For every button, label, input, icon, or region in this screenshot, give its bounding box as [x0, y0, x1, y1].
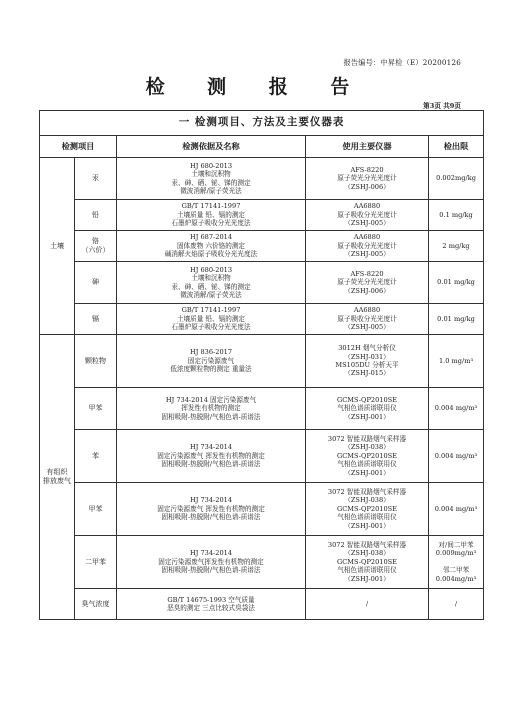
cell-line: 铬 — [92, 237, 99, 246]
item-cell — [75, 304, 117, 335]
table-row — [40, 430, 484, 483]
method-cell — [117, 388, 306, 430]
instrument-cell — [306, 158, 429, 200]
cell-line: GB/T 17141-1997 — [181, 202, 241, 211]
cell-line: 微波消解/原子荧光法 — [180, 290, 242, 299]
cell-line: （ZSHJ-038） — [344, 496, 390, 505]
cell-line: 汞、砷、硒、铋、锑的测定 — [171, 282, 251, 291]
limit-cell — [429, 231, 484, 262]
cell-line: 对/间二甲苯 — [438, 540, 474, 549]
cell-line: 汞 — [92, 174, 99, 183]
instrument-cell — [306, 262, 429, 304]
cell-line: 气相色谱质谱联用仪 — [337, 404, 397, 413]
cell-line — [430, 558, 482, 566]
cell-line: （ZSHJ-031） — [344, 352, 390, 361]
cell-line: 0.1 mg/kg — [439, 210, 473, 219]
table-row — [40, 231, 484, 262]
table-row — [40, 262, 484, 304]
cell-line: GCMS-QP2010SE — [336, 557, 397, 566]
cell-line: 土壤质量 铅、镉的测定 — [176, 210, 246, 219]
item-cell — [75, 231, 117, 262]
instrument-cell — [306, 483, 429, 536]
cell-line: 臭气浓度 — [81, 599, 110, 608]
cell-line: AA6880 — [353, 202, 381, 211]
method-cell — [117, 200, 306, 231]
limit-cell — [429, 483, 484, 536]
cell-line: GB/T 14675-1993 空气质量 — [167, 595, 255, 604]
cell-line: HJ 680-2013 — [189, 265, 233, 274]
cell-line: 0.004 mg/m³ — [434, 404, 478, 413]
cell-line: 0.002mg/kg — [436, 174, 476, 183]
cell-line: 排放废气 — [43, 477, 71, 485]
cell-line: GB/T 17141-1997 — [181, 306, 241, 315]
header-limit: 检出限 — [429, 136, 484, 158]
method-cell — [117, 304, 306, 335]
cell-line: 原子吸收分光光度计 — [337, 210, 397, 219]
item-cell — [75, 483, 117, 536]
table-row — [40, 335, 484, 388]
method-cell — [117, 158, 306, 200]
cell-line: （ZSHJ-006） — [344, 182, 390, 191]
instrument-cell — [306, 231, 429, 262]
cell-line: 恶臭的测定 三点比较式臭袋法 — [167, 604, 255, 612]
cell-line: GCMS-QP2010SE — [336, 451, 397, 460]
cell-line: 1.0 mg/m³ — [438, 356, 474, 365]
method-cell — [117, 231, 306, 262]
method-cell — [117, 589, 306, 620]
cell-line: 低浓度颗粒物的测定 重量法 — [170, 365, 252, 374]
cell-line: 3072 智能双路烟气采样器 — [327, 487, 407, 496]
cell-line: 碱消解火焰原子吸收分光光度法 — [164, 250, 258, 259]
cell-line: 甲苯 — [88, 504, 103, 513]
cell-line: 2 mg/kg — [442, 241, 470, 250]
group-name — [40, 158, 75, 335]
cell-line: HJ 687-2014 — [189, 233, 233, 242]
cell-line: （ZSHJ-015） — [344, 369, 390, 378]
cell-line: （ZSHJ-006） — [344, 286, 390, 295]
cell-line: MS105DU 分析天平 — [335, 361, 399, 369]
item-cell — [75, 388, 117, 430]
cell-line: （ZSHJ-038） — [344, 549, 390, 558]
method-cell — [117, 430, 306, 483]
cell-line: 二甲苯 — [85, 557, 106, 566]
item-cell — [75, 262, 117, 304]
cell-line: （ZSHJ-001） — [344, 574, 390, 583]
cell-line: 颗粒物 — [85, 356, 106, 365]
cell-line: 镉 — [92, 314, 99, 323]
cell-line: 固相吸附-热脱附/气相色谱-质谱法 — [161, 513, 261, 522]
page-number: 第3页 共9页 — [423, 102, 461, 110]
cell-line: （六价） — [81, 246, 110, 254]
cell-line: HJ 734-2014 固定污染源废气 — [165, 395, 257, 404]
methods-table — [39, 110, 484, 620]
cell-line: 土壤和沉积物 — [191, 274, 231, 283]
header-method: 检测依据及名称 — [117, 136, 306, 158]
instrument-cell — [306, 589, 429, 620]
instrument-cell — [306, 304, 429, 335]
cell-line: 0.004 mg/m³ — [434, 504, 478, 513]
cell-line: 气相色谱质谱联用仪 — [337, 513, 397, 522]
cell-line: 固定污染源废气 挥发性有机物的测定 — [157, 504, 265, 513]
cell-line: GCMS-QP2010SE — [336, 504, 397, 513]
cell-line: 原子荧光分光光度计 — [337, 278, 397, 287]
instrument-cell — [306, 335, 429, 388]
limit-cell — [429, 430, 484, 483]
method-cell — [117, 536, 306, 589]
report-number: 报告编号：中昇检（E）20200126 — [343, 58, 461, 67]
table-row — [40, 304, 484, 335]
cell-line: 固体废物 六价铬的测定 — [176, 241, 246, 250]
cell-line: 原子吸收分光光度计 — [337, 314, 397, 323]
cell-line: 气相色谱质谱联用仪 — [337, 460, 397, 469]
table-row — [40, 483, 484, 536]
limit-cell — [429, 200, 484, 231]
cell-line: （ZSHJ-005） — [344, 219, 390, 228]
cell-line: （ZSHJ-001） — [344, 468, 390, 477]
method-cell — [117, 262, 306, 304]
table-row — [40, 536, 484, 589]
cell-line: 气相色谱质谱联用仪 — [337, 566, 397, 575]
cell-line: 0.004 mg/m³ — [434, 451, 478, 460]
cell-line: 土壤质量 铅、镉的测定 — [176, 314, 246, 323]
cell-line: GCMS-QP2010SE — [336, 395, 397, 404]
instrument-cell — [306, 388, 429, 430]
cell-line: 0.01 mg/kg — [437, 278, 475, 287]
cell-line: HJ 734-2014 — [189, 549, 233, 558]
item-cell — [75, 536, 117, 589]
item-cell — [75, 335, 117, 388]
instrument-cell — [306, 200, 429, 231]
cell-line: 有组织 — [46, 468, 68, 477]
section-title: 一 检测项目、方法及主要仪器表 — [40, 111, 484, 136]
cell-line: HJ 734-2014 — [189, 443, 233, 452]
item-cell — [75, 158, 117, 200]
cell-line: AA6880 — [353, 233, 381, 242]
cell-line: （ZSHJ-005） — [344, 250, 390, 259]
table-row — [40, 158, 484, 200]
cell-line: 0.009mg/m³ — [435, 549, 477, 558]
limit-cell — [429, 304, 484, 335]
limit-cell — [429, 388, 484, 430]
group-name — [40, 335, 75, 620]
cell-line: 甲苯 — [88, 404, 103, 413]
limit-cell — [429, 335, 484, 388]
cell-line: HJ 680-2013 — [189, 161, 233, 170]
item-cell — [75, 430, 117, 483]
cell-line: 铅 — [92, 210, 99, 219]
header-instrument: 使用主要仪器 — [306, 136, 429, 158]
cell-line: 固定污染源废气挥发性有机物的测定 — [158, 557, 264, 566]
cell-line: 0.01 mg/kg — [437, 314, 475, 323]
limit-cell — [429, 262, 484, 304]
instrument-cell — [306, 536, 429, 589]
table-row — [40, 589, 484, 620]
table-row — [40, 388, 484, 430]
method-cell — [117, 483, 306, 536]
cell-line: 3012H 烟气分析仪 — [338, 344, 396, 353]
cell-line: 0.004mg/m³ — [435, 574, 477, 583]
cell-line: 固相吸附-热脱附/气相色谱-质谱法 — [161, 412, 261, 421]
cell-line: （ZSHJ-038） — [344, 443, 390, 452]
cell-line: 固定污染源废气 — [187, 356, 235, 365]
cell-line: 原子吸收分光光度计 — [337, 241, 397, 250]
item-cell — [75, 200, 117, 231]
cell-line: AA6880 — [353, 306, 381, 315]
instrument-cell — [306, 430, 429, 483]
cell-line: 固相吸附-热脱附/气相色谱-质谱法 — [161, 566, 261, 575]
cell-line: 3072 智能双路烟气采样器 — [327, 540, 407, 549]
cell-line: 挥发性有机物的测定 — [181, 404, 241, 413]
limit-cell — [429, 158, 484, 200]
cell-line: 石墨炉原子吸收分光光度法 — [171, 219, 251, 228]
limit-cell — [429, 536, 484, 589]
cell-line: 石墨炉原子吸收分光光度法 — [171, 323, 251, 332]
table-header-row — [40, 136, 484, 158]
cell-line: HJ 836-2017 — [189, 348, 233, 357]
cell-line: 砷 — [92, 278, 99, 287]
cell-line: 3072 智能双路烟气采样器 — [327, 434, 407, 443]
cell-line: 固相吸附-热脱附/气相色谱-质谱法 — [161, 460, 261, 469]
cell-line: 固定污染源废气 挥发性有机物的测定 — [157, 451, 265, 460]
header-item: 检测项目 — [40, 136, 117, 158]
cell-line: 苯 — [92, 451, 99, 460]
method-cell — [117, 335, 306, 388]
limit-cell — [429, 589, 484, 620]
cell-line: AFS-8220 — [350, 269, 384, 278]
cell-line: 土壤和沉积物 — [191, 170, 231, 179]
cell-line: / — [365, 599, 369, 608]
cell-line: AFS-8220 — [350, 165, 384, 174]
cell-line: / — [454, 599, 458, 608]
table-row — [40, 200, 484, 231]
cell-line: 微波消解/原子荧光法 — [180, 186, 242, 195]
cell-line: （ZSHJ-001） — [344, 412, 390, 421]
cell-line: 邻二甲苯 — [442, 566, 470, 575]
cell-line: HJ 734-2014 — [189, 496, 233, 505]
cell-line: （ZSHJ-001） — [344, 521, 390, 530]
document-title: 检 测 报 告 — [145, 76, 368, 98]
cell-line: （ZSHJ-005） — [344, 323, 390, 332]
cell-line: 土壤 — [50, 241, 64, 250]
item-cell — [75, 589, 117, 620]
cell-line: 汞、砷、硒、铋、锑的测定 — [171, 178, 251, 187]
cell-line: 原子荧光分光光度计 — [337, 174, 397, 183]
